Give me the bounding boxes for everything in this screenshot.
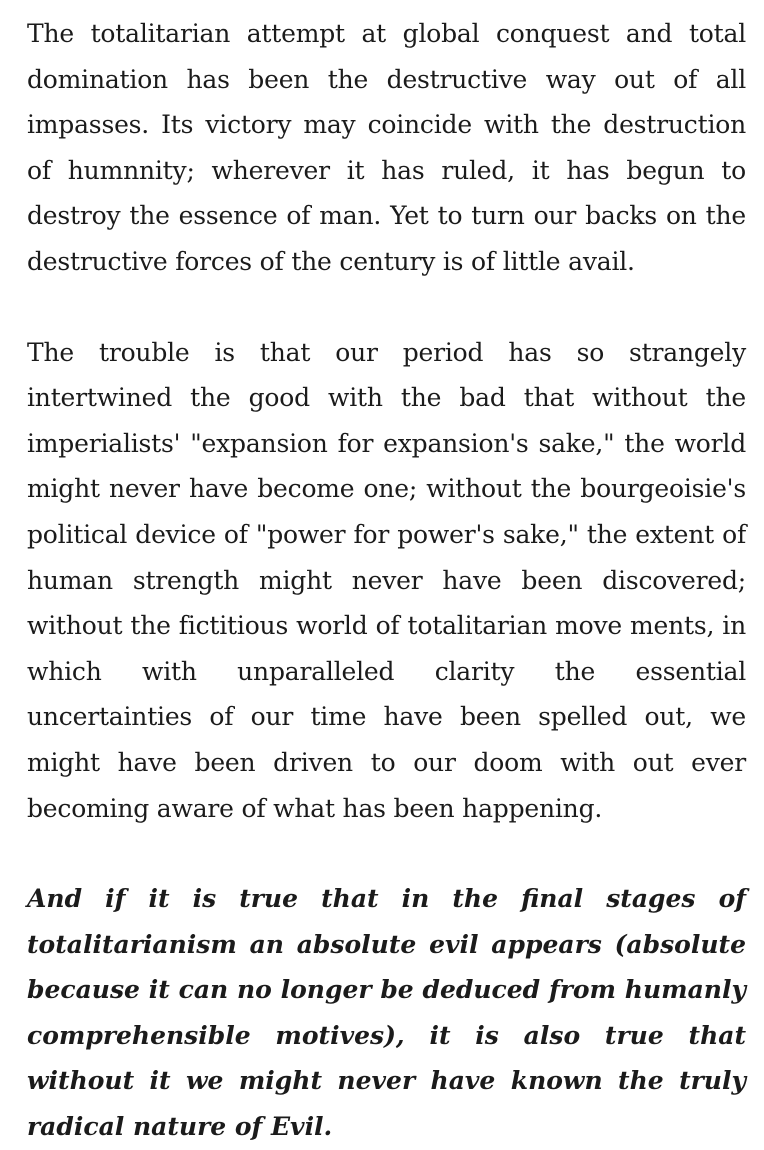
paragraph-2: The trouble is that our period has so strangely intertwined the good with the bad that without the imperialists' "expansion for expansion's sake," the world might never have become one; without the bourgeoisie's political device of "power for power's sake," the extent of human strength might never have been discovered; without the fictitious world of totalitarian move ments, in which with unparalleled clarity the essential uncertainties of our time have been spelled out, we might have been driven to our doom with out ever becoming aware of what has been happening. <box>27 337 746 823</box>
paragraph-1: The totalitarian attempt at global conquest and total domination has been the destructive way out of all impasses. Its victory may coincide with the destruction of humnnity; wherever it has ruled, it has begun to destroy the essence of man. Yet to turn our backs on the destructive forces of the century is of little avail. <box>27 19 746 276</box>
paragraph-3-italic: And if it is true that in the final stages of totalitarianism an absolute evil appears (absolute because it can no longer be deduced from humanly comprehensible motives), it is also true that without it we might never have known the truly radical nature of Evil. <box>27 884 746 1142</box>
